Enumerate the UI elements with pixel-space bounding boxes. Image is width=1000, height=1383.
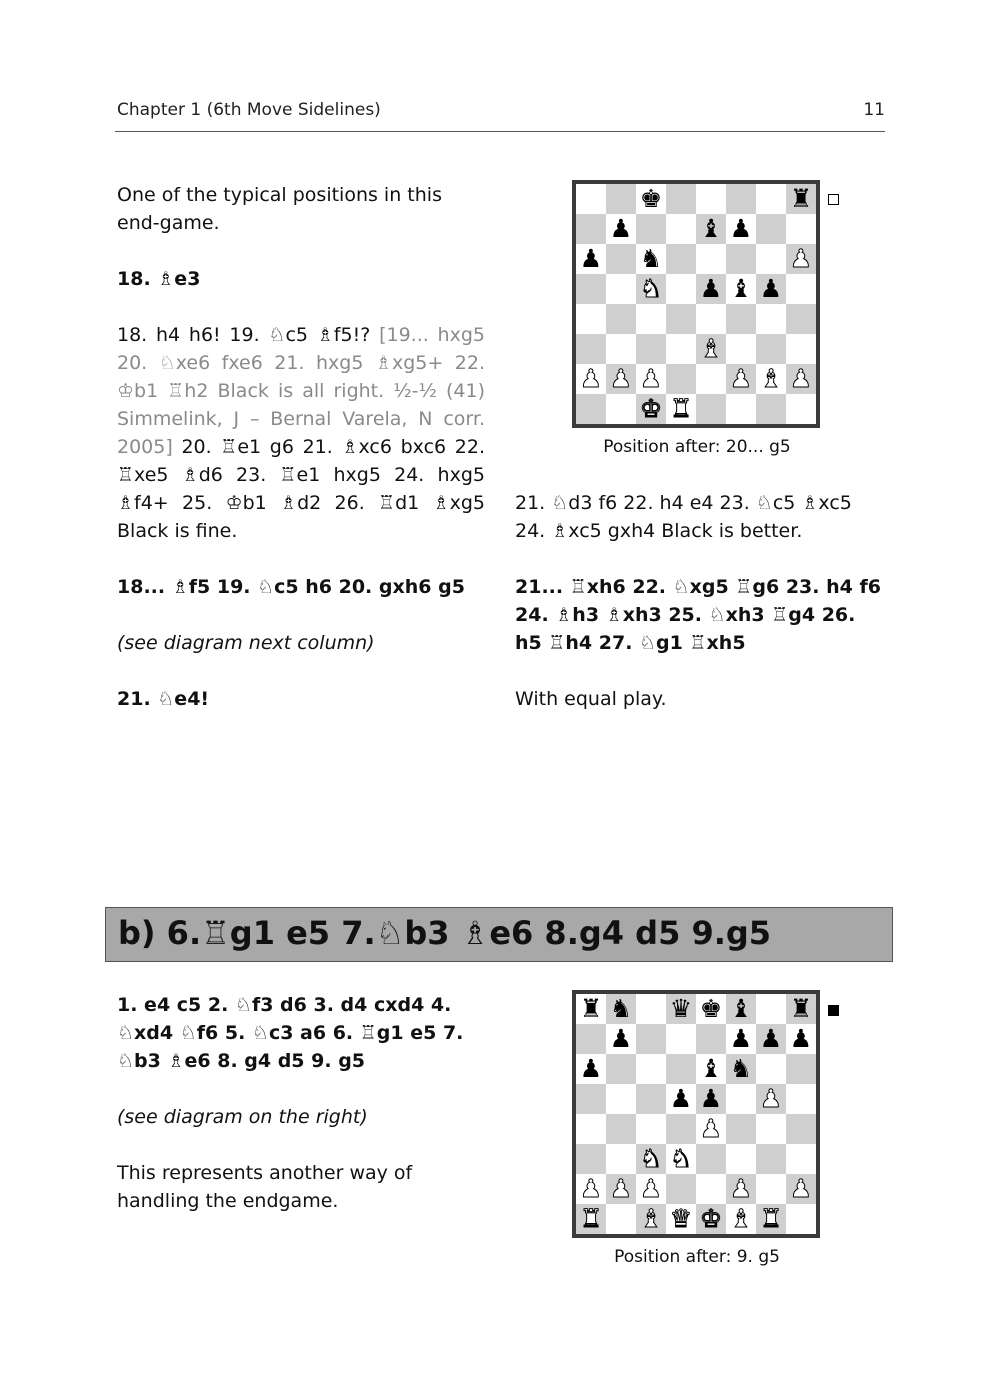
white-king-icon: ♚ [699, 1204, 723, 1233]
board-square [726, 244, 756, 274]
board-square [726, 1204, 756, 1234]
black-bishop-icon: ♝ [699, 1054, 723, 1083]
board-square [726, 1084, 756, 1114]
white-queen-icon: ♛ [669, 1204, 693, 1233]
board-square [666, 994, 696, 1024]
board-square [666, 244, 696, 274]
analysis-text: 18. h4 h6! 19. ♘c5 ♗f5!? [117, 324, 380, 346]
board-square [666, 214, 696, 244]
board-square [606, 1024, 636, 1054]
board-square [636, 304, 666, 334]
board-square [726, 334, 756, 364]
board-square [756, 244, 786, 274]
board-square [696, 364, 726, 394]
board-square [726, 1144, 756, 1174]
board-square [606, 1054, 636, 1084]
board-square [576, 304, 606, 334]
move-line: 1. e4 c5 2. ♘f3 d6 3. d4 cxd4 4. ♘xd4 ♘f6 5. ♘c3 a6 6. ♖g1 e5 7. ♘b3 ♗e6 8. g4 d5 9. g5 [117, 994, 464, 1072]
board-square [786, 304, 816, 334]
chess-diagram-top [572, 180, 820, 428]
board-square [786, 1204, 816, 1234]
board-square [696, 1144, 726, 1174]
left-column-bottom [117, 991, 485, 1215]
board-square [726, 304, 756, 334]
board-square [606, 1114, 636, 1144]
board-square [576, 1024, 606, 1054]
board-square [576, 184, 606, 214]
black-bishop-icon: ♝ [699, 214, 723, 243]
black-pawn-icon: ♟ [579, 1054, 603, 1083]
black-pawn-icon: ♟ [759, 1024, 783, 1053]
board-square [756, 1204, 786, 1234]
black-bishop-icon: ♝ [729, 274, 753, 303]
black-pawn-icon: ♟ [729, 214, 753, 243]
black-pawn-icon: ♟ [579, 244, 603, 273]
board-square [756, 274, 786, 304]
black-to-move-indicator [828, 1005, 839, 1016]
white-knight-icon: ♞ [639, 274, 663, 303]
board-square [666, 1174, 696, 1204]
white-to-move-indicator [828, 194, 839, 205]
board-square [726, 1174, 756, 1204]
board-square [696, 1054, 726, 1084]
board-square [756, 1174, 786, 1204]
conclusion: With equal play. [515, 688, 667, 710]
black-king-icon: ♚ [639, 184, 663, 213]
board-square [726, 394, 756, 424]
board-square [636, 1114, 666, 1144]
board-square [636, 1084, 666, 1114]
board-square [756, 1024, 786, 1054]
move-line: 21... ♖xh6 22. ♘xg5 ♖g6 23. h4 f6 24. ♗h3 ♗xh3 25. ♘xh3 ♖g4 26. h5 ♖h4 27. ♘g1 ♖xh5 [515, 576, 881, 654]
diagram-note: (see diagram next column) [117, 632, 375, 654]
board-square [696, 334, 726, 364]
board-square [726, 364, 756, 394]
board-square [666, 1054, 696, 1084]
board-square [606, 1084, 636, 1114]
board-square [606, 244, 636, 274]
white-pawn-icon: ♟ [789, 1174, 813, 1203]
board-square [756, 1144, 786, 1174]
board-square [756, 1054, 786, 1084]
white-knight-icon: ♞ [669, 1144, 693, 1173]
board-square [726, 994, 756, 1024]
board-square [666, 1024, 696, 1054]
board-square [636, 994, 666, 1024]
board-square [696, 1204, 726, 1234]
board-square [606, 184, 636, 214]
white-pawn-icon: ♟ [789, 364, 813, 393]
board-square [756, 334, 786, 364]
board-square [786, 274, 816, 304]
white-pawn-icon: ♟ [759, 1084, 783, 1113]
board-square [576, 1174, 606, 1204]
white-pawn-icon: ♟ [609, 364, 633, 393]
board-square [756, 184, 786, 214]
board-square [786, 994, 816, 1024]
board-square [786, 334, 816, 364]
variation-paragraph: 21. ♘d3 f6 22. h4 e4 23. ♘c5 ♗xc5 24. ♗xc5 gxh4 Black is better. [515, 492, 852, 542]
board-square [606, 1204, 636, 1234]
diagram-caption: Position after: 9. g5 [614, 1247, 780, 1267]
black-king-icon: ♚ [699, 994, 723, 1023]
board-square [576, 214, 606, 244]
board-square [606, 394, 636, 424]
board-square [786, 394, 816, 424]
board-square [606, 1174, 636, 1204]
board-square [636, 274, 666, 304]
black-knight-icon: ♞ [639, 244, 663, 273]
board-square [756, 304, 786, 334]
header-rule [115, 131, 885, 132]
board-square [576, 994, 606, 1024]
board-square [696, 1024, 726, 1054]
board-square [636, 1024, 666, 1054]
black-bishop-icon: ♝ [729, 994, 753, 1023]
board-square [756, 394, 786, 424]
board-square [606, 214, 636, 244]
board-square [726, 1114, 756, 1144]
board-square [666, 184, 696, 214]
board-square [756, 994, 786, 1024]
board-square [666, 1084, 696, 1114]
white-pawn-icon: ♟ [579, 364, 603, 393]
board-square [666, 304, 696, 334]
board-square [666, 334, 696, 364]
black-rook-icon: ♜ [789, 994, 813, 1023]
board-square [606, 274, 636, 304]
board-square [696, 1174, 726, 1204]
board-square [576, 394, 606, 424]
board-square [636, 334, 666, 364]
board-square [696, 184, 726, 214]
black-queen-icon: ♛ [669, 994, 693, 1023]
move-line: 18. ♗e3 [117, 268, 201, 290]
board-square [636, 244, 666, 274]
diagram-caption: Position after: 20... g5 [603, 437, 791, 457]
board-square [576, 1114, 606, 1144]
white-rook-icon: ♜ [759, 1204, 783, 1233]
board-square [786, 244, 816, 274]
board-square [756, 1084, 786, 1114]
white-pawn-icon: ♟ [699, 1114, 723, 1143]
white-pawn-icon: ♟ [609, 1174, 633, 1203]
white-rook-icon: ♜ [579, 1204, 603, 1233]
black-pawn-icon: ♟ [609, 214, 633, 243]
board-square [696, 994, 726, 1024]
board-square [726, 1054, 756, 1084]
white-bishop-icon: ♝ [759, 364, 783, 393]
board-square [696, 274, 726, 304]
board-square [756, 214, 786, 244]
board-square [576, 1144, 606, 1174]
board-square [666, 364, 696, 394]
black-pawn-icon: ♟ [789, 1024, 813, 1053]
black-pawn-icon: ♟ [699, 1084, 723, 1113]
board-square [786, 1174, 816, 1204]
board-square [786, 1114, 816, 1144]
white-knight-icon: ♞ [639, 1144, 663, 1173]
board-square [786, 1084, 816, 1114]
board-square [666, 274, 696, 304]
board-square [636, 1144, 666, 1174]
board-square [786, 1144, 816, 1174]
board-square [606, 1144, 636, 1174]
board-square [786, 214, 816, 244]
white-pawn-icon: ♟ [729, 364, 753, 393]
board-square [636, 1054, 666, 1084]
board-square [576, 1084, 606, 1114]
running-header [117, 100, 885, 120]
black-pawn-icon: ♟ [759, 274, 783, 303]
board-square [606, 334, 636, 364]
board-square [606, 364, 636, 394]
board-square [576, 274, 606, 304]
board-square [606, 994, 636, 1024]
white-pawn-icon: ♟ [789, 244, 813, 273]
board-square [666, 1114, 696, 1144]
page-number: 11 [863, 100, 885, 120]
black-rook-icon: ♜ [789, 184, 813, 213]
board-square [696, 1114, 726, 1144]
black-knight-icon: ♞ [609, 994, 633, 1023]
board-square [786, 1024, 816, 1054]
board-square [576, 364, 606, 394]
board-square [636, 184, 666, 214]
black-pawn-icon: ♟ [609, 1024, 633, 1053]
right-column-top [515, 489, 883, 713]
white-bishop-icon: ♝ [729, 1204, 753, 1233]
analysis-reference: [19... hxg5 20. ♘xe6 fxe6 21. hxg5 ♗xg5+ 22. ♔b1 ♖h2 Black is all right. ½-½ (41) Simmelink, J – Bernal Varela, N corr. 2005] [117, 324, 485, 458]
board-square [726, 184, 756, 214]
black-rook-icon: ♜ [579, 994, 603, 1023]
section-heading: b) 6.♖g1 e5 7.♘b3 ♗e6 8.g4 d5 9.g5 [118, 914, 772, 952]
section-banner [105, 907, 893, 962]
white-bishop-icon: ♝ [639, 1204, 663, 1233]
analysis-paragraph [117, 321, 485, 545]
board-square [576, 1054, 606, 1084]
board-square [666, 394, 696, 424]
board-square [786, 364, 816, 394]
commentary: This represents another way of handling the endgame. [117, 1162, 413, 1212]
chess-diagram-bottom [572, 990, 820, 1238]
intro-paragraph: One of the typical positions in this end-game. [117, 184, 442, 234]
white-pawn-icon: ♟ [729, 1174, 753, 1203]
board-square [666, 1144, 696, 1174]
board-square [636, 214, 666, 244]
board-square [726, 214, 756, 244]
board-square [636, 394, 666, 424]
black-pawn-icon: ♟ [669, 1084, 693, 1113]
left-column-top [117, 181, 485, 713]
board-square [696, 244, 726, 274]
white-pawn-icon: ♟ [639, 364, 663, 393]
diagram-note: (see diagram on the right) [117, 1106, 368, 1128]
board-square [576, 244, 606, 274]
black-pawn-icon: ♟ [729, 1024, 753, 1053]
white-pawn-icon: ♟ [579, 1174, 603, 1203]
white-rook-icon: ♜ [669, 394, 693, 423]
board-square [666, 1204, 696, 1234]
board-square [756, 1114, 786, 1144]
white-king-icon: ♚ [639, 394, 663, 423]
board-square [756, 364, 786, 394]
board-square [576, 334, 606, 364]
board-square [606, 304, 636, 334]
board-square [696, 304, 726, 334]
board-square [696, 1084, 726, 1114]
black-pawn-icon: ♟ [699, 274, 723, 303]
board-square [726, 274, 756, 304]
board-square [696, 214, 726, 244]
analysis-text-continued: 20. ♖e1 g6 21. ♗xc6 bxc6 22. ♖xe5 ♗d6 23. ♖e1 hxg5 24. hxg5 ♗f4+ 25. ♔b1 ♗d2 26. ♖d1 ♗xg5 Black is fine. [117, 436, 485, 542]
white-bishop-icon: ♝ [699, 334, 723, 363]
move-line: 21. ♘e4! [117, 688, 210, 710]
move-line: 18... ♗f5 19. ♘c5 h6 20. gxh6 g5 [117, 576, 465, 598]
chapter-title: Chapter 1 (6th Move Sidelines) [117, 100, 381, 120]
board-square [636, 1204, 666, 1234]
board-square [726, 1024, 756, 1054]
board-square [636, 1174, 666, 1204]
white-pawn-icon: ♟ [639, 1174, 663, 1203]
board-square [786, 1054, 816, 1084]
board-square [696, 394, 726, 424]
board-square [636, 364, 666, 394]
black-knight-icon: ♞ [729, 1054, 753, 1083]
board-square [576, 1204, 606, 1234]
board-square [786, 184, 816, 214]
